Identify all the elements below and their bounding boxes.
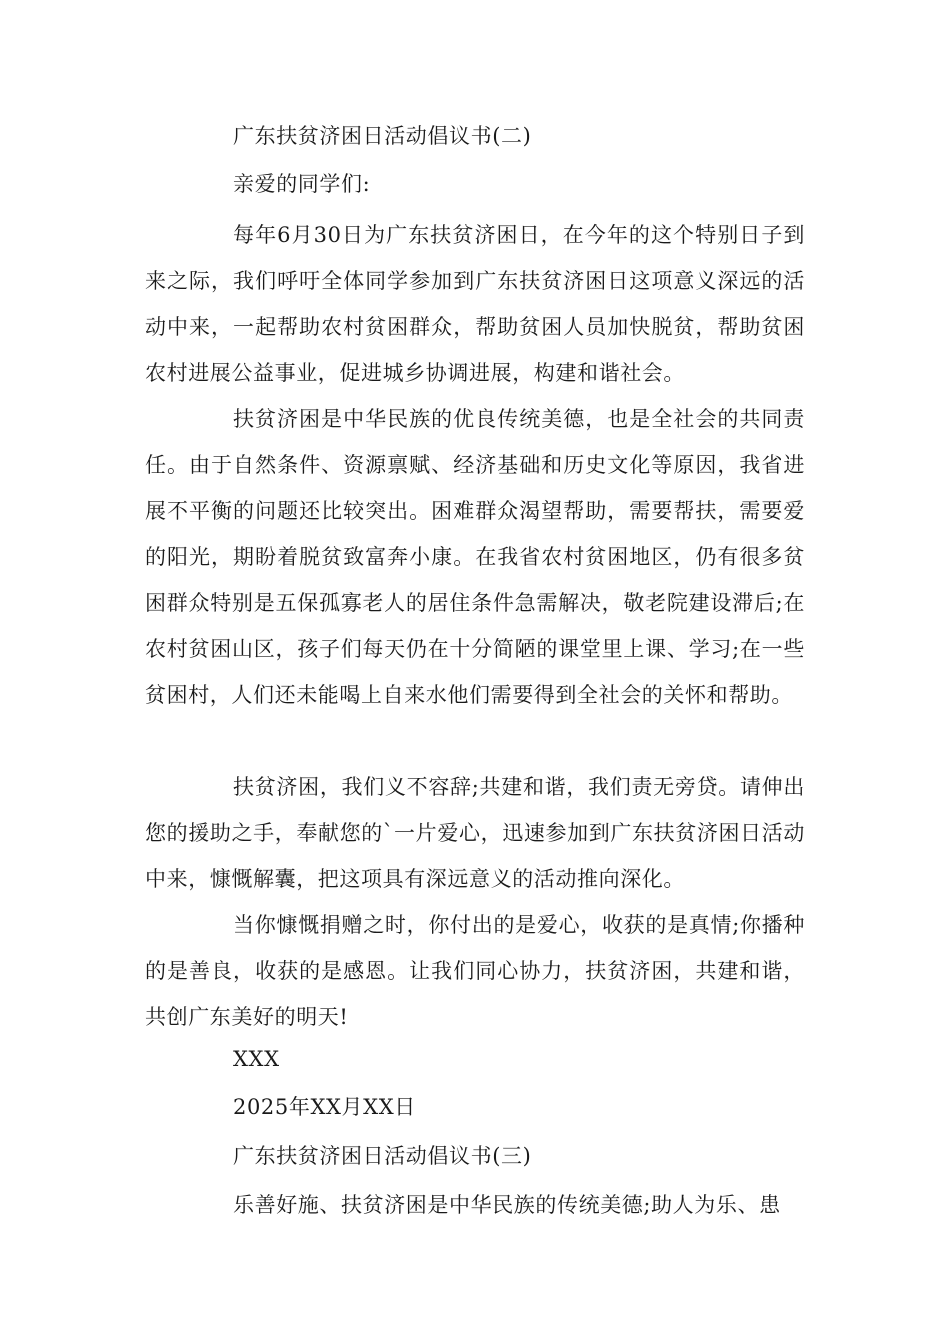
paragraph-4: 当你慷慨捐赠之时，你付出的是爱心，收获的是真情;你播种的是善良，收获的是感恩。让我们同心协力，扶贫济困，共建和谐，共创广东美好的明天! — [145, 913, 805, 1029]
salutation: 亲爱的同学们: — [233, 172, 371, 196]
date: 2025年XX月XX日 — [233, 1095, 416, 1119]
paragraph-3: 扶贫济困，我们义不容辞;共建和谐，我们责无旁贷。请伸出您的援助之手，奉献您的`一片爱心，迅速参加到广东扶贫济困日活动中来，慷慨解囊，把这项具有深远意义的活动推向深化。 — [145, 775, 805, 891]
paragraph-5-start: 乐善好施、扶贫济困是中华民族的传统美德;助人为乐、患 — [233, 1193, 781, 1217]
paragraph-1: 每年6月30日为广东扶贫济困日，在今年的这个特别日子到来之际，我们呼吁全体同学参加到广东扶贫济困日这项意义深远的活动中来，一起帮助农村贫困群众，帮助贫困人员加快脱贫，帮助贫困农村进展公益事业，促进城乡协调进展，构建和谐社会。 — [145, 223, 805, 385]
section-title-2: 广东扶贫济困日活动倡议书(二) — [233, 124, 532, 148]
signature: XXX — [233, 1047, 280, 1071]
section-title-3: 广东扶贫济困日活动倡议书(三) — [233, 1144, 532, 1168]
paragraph-2: 扶贫济困是中华民族的优良传统美德，也是全社会的共同责任。由于自然条件、资源禀赋、经济基础和历史文化等原因，我省进展不平衡的问题还比较突出。困难群众渴望帮助，需要帮扶，需要爱的阳光，期盼着脱贫致富奔小康。在我省农村贫困地区，仍有很多贫困群众特别是五保孤寡老人的居住条件急需解决，敬老院建设滞后;在农村贫困山区，孩子们每天仍在十分简陋的课堂里上课、学习;在一些贫困村，人们还未能喝上自来水他们需要得到全社会的关怀和帮助。 — [145, 407, 805, 707]
